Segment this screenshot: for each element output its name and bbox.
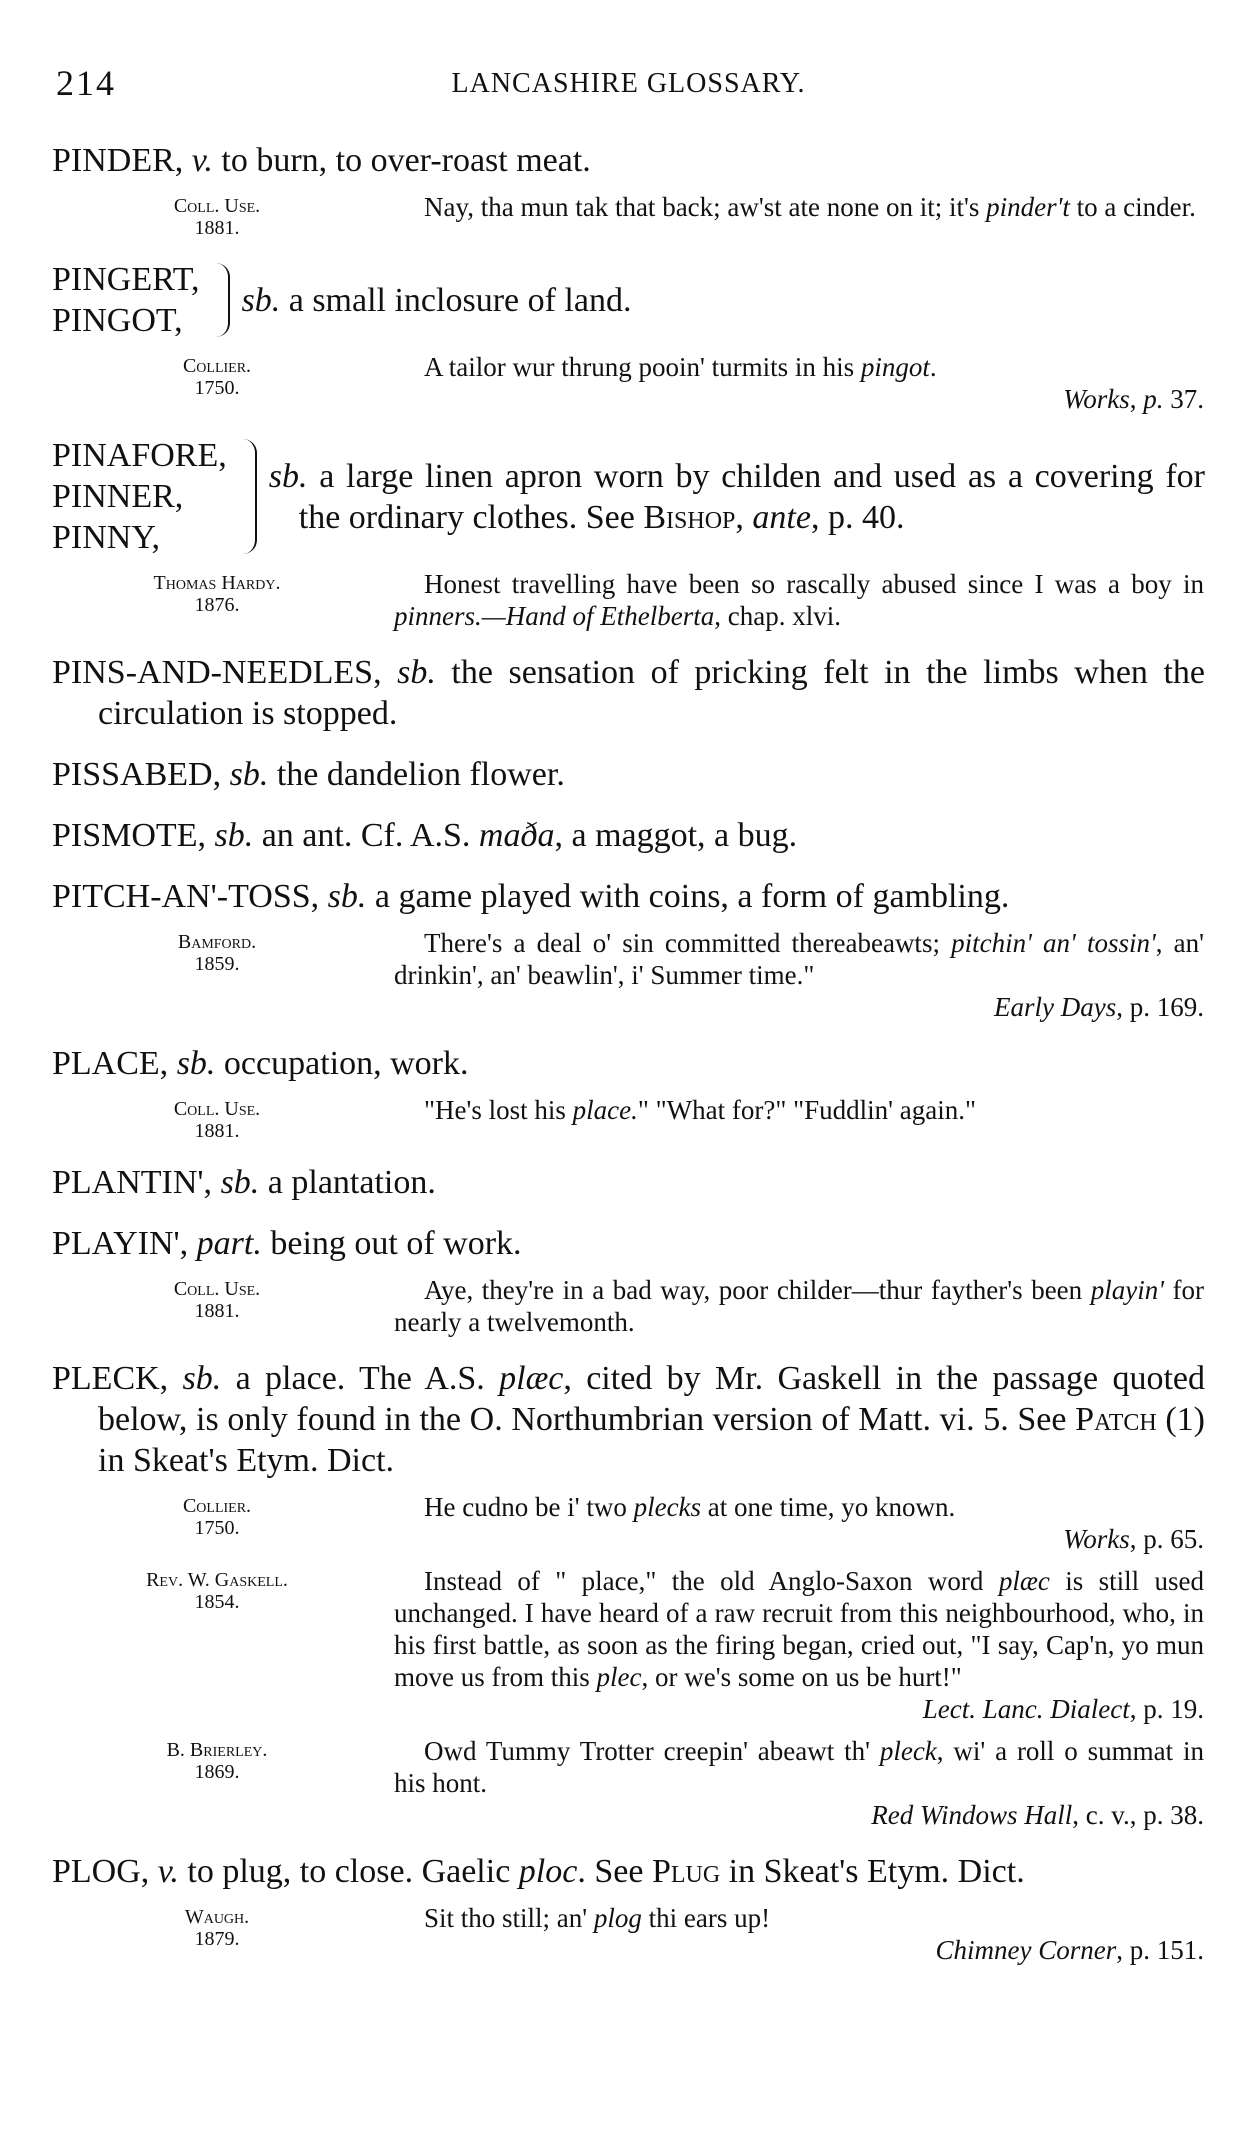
text-run: , p. 151.: [1116, 1935, 1204, 1965]
quote-text: [394, 1491, 1204, 1523]
quote-text: [394, 351, 1204, 383]
entry-heading: [52, 754, 1205, 795]
citation-author: [52, 1565, 352, 1725]
text-run: , p. 169.: [1116, 992, 1204, 1022]
citation-year: 1876.: [194, 594, 240, 616]
text-run: ,: [1129, 384, 1144, 414]
text-run: , wi' a roll o summat in his hont.: [394, 1736, 1204, 1798]
citation-source: [394, 1799, 1204, 1831]
definition: [242, 280, 1206, 321]
italic-text: v.: [191, 142, 213, 179]
italic-text: sb.: [229, 756, 269, 793]
italic-text: playin': [1090, 1275, 1164, 1305]
headword: PINNER,: [52, 478, 184, 515]
text-run: Owd Tummy Trotter creepin' abeawt th': [424, 1736, 880, 1766]
page-number: 214: [56, 63, 116, 103]
glossary-entry: [52, 1358, 1205, 1831]
citation-source: [394, 1693, 1204, 1725]
italic-text: sb.: [268, 457, 308, 495]
citation: [52, 927, 1205, 1023]
citation: [52, 1902, 1205, 1966]
italic-text: Early Days: [994, 992, 1117, 1022]
text-run: , p. 40.: [810, 498, 905, 536]
definition: [328, 878, 1010, 915]
citation-year: 1881.: [194, 1120, 240, 1142]
definition: [192, 142, 591, 179]
page-header: [52, 62, 1205, 102]
text-run: ,: [735, 498, 753, 536]
headword: PINNY,: [52, 519, 161, 556]
text-run: is still used unchanged. I have heard of a raw recruit from this neighbourhood, who, in his first battle, as soon as the firing began, cried out, "I say, Cap'n, yo mun move us from this: [394, 1566, 1204, 1692]
citation-source: [394, 991, 1204, 1023]
citation-year: 1879.: [194, 1928, 240, 1950]
entry-heading: [52, 1162, 1205, 1203]
citation-author: [52, 568, 352, 632]
italic-text: pitchin' an' tossin': [951, 928, 1156, 958]
citation-author: [52, 1491, 352, 1555]
brace-icon: [233, 439, 257, 554]
headword: PLAYIN',: [52, 1225, 189, 1262]
text-run: the sensation of pricking felt in the limbs when the circulation is stopped.: [98, 654, 1206, 732]
italic-text: Chimney Corner: [935, 1935, 1117, 1965]
author-name: Collier.: [182, 355, 252, 377]
italic-text: pinners.—Hand of Ethelberta: [394, 601, 715, 631]
italic-text: plecks: [633, 1492, 702, 1522]
citation-year: 1869.: [194, 1761, 240, 1783]
text-run: Instead of " place," the old Anglo-Saxon word: [424, 1566, 999, 1596]
italic-text: sb.: [397, 654, 436, 691]
italic-text: plæc: [499, 1360, 564, 1397]
text-run: the dandelion flower.: [268, 756, 565, 793]
italic-text: Lect. Lanc. Dialect: [922, 1694, 1130, 1724]
quote-text: [394, 1902, 1204, 1934]
text-run: a game played with coins, a form of gambling.: [366, 878, 1010, 915]
headword: PLECK,: [52, 1360, 169, 1397]
headword: PINGERT,: [52, 261, 200, 298]
text-run: .: [929, 352, 937, 382]
entry-heading: [52, 1851, 1205, 1892]
text-run: , c. v., p. 38.: [1072, 1800, 1204, 1830]
citation-author: [52, 351, 352, 415]
citation: [52, 191, 1205, 239]
italic-text: sb.: [176, 1045, 216, 1082]
citation-author: [52, 191, 352, 239]
text-run: at one time, yo known.: [701, 1492, 956, 1522]
citation-quote: [394, 191, 1204, 239]
definition: [230, 756, 565, 793]
headword: PINAFORE,: [52, 437, 227, 474]
italic-text: p.: [1143, 384, 1164, 414]
glossary-entry: [52, 140, 1205, 239]
text-run: (1) in Skeat's Etym. Dict.: [98, 1401, 1205, 1479]
small-caps-text: Bishop: [643, 498, 736, 536]
italic-text: pinder't: [986, 192, 1070, 222]
citation: [52, 568, 1205, 632]
text-run: occupation, work.: [215, 1045, 469, 1082]
entry-heading: [52, 876, 1205, 917]
italic-text: plæc: [998, 1566, 1050, 1596]
italic-text: sb.: [182, 1360, 222, 1397]
italic-text: Works: [1063, 1524, 1130, 1554]
text-run: , or we's some on us be hurt!": [641, 1662, 962, 1692]
citation-author: [52, 1274, 352, 1338]
italic-text: pleck: [879, 1736, 937, 1766]
glossary-entry: [52, 1223, 1205, 1338]
text-run: , a maggot, a bug.: [554, 817, 798, 854]
citation-quote: [394, 1565, 1204, 1725]
small-caps-text: Plug: [651, 1853, 721, 1890]
citation-source: [394, 1934, 1204, 1966]
citation: [52, 1094, 1205, 1142]
glossary-entry: [52, 1851, 1205, 1966]
text-run: " "What for?" "Fuddlin' again.": [637, 1095, 977, 1125]
glossary-body: [52, 140, 1205, 1966]
italic-text: ante: [752, 498, 811, 536]
headword: PINGOT,: [52, 302, 183, 339]
italic-text: place.: [572, 1095, 638, 1125]
headword: PLACE,: [52, 1045, 169, 1082]
text-run: an ant. Cf. A.S.: [253, 817, 479, 854]
italic-text: sb.: [327, 878, 367, 915]
citation-quote: [394, 1094, 1204, 1142]
headword: PITCH-AN'-TOSS,: [52, 878, 320, 915]
glossary-entry: [52, 754, 1205, 795]
italic-text: sb.: [214, 817, 254, 854]
citation-year: 1881.: [194, 217, 240, 239]
text-run: There's a deal o' sin committed thereabeawts;: [424, 928, 952, 958]
entry-heading: [52, 1358, 1205, 1481]
citation-year: 1750.: [194, 1517, 240, 1539]
text-run: a place. The A.S.: [221, 1360, 500, 1397]
citation-quote: [394, 927, 1204, 1023]
text-run: , cited by Mr. Gaskell in the passage quoted below, is only found in the O. Northumbrian version of Matt. vi. 5. See: [98, 1360, 1206, 1438]
entry-heading: [52, 1223, 1205, 1264]
headword: PLOG,: [52, 1853, 150, 1890]
quote-text: [394, 1094, 1204, 1126]
text-run: a plantation.: [259, 1164, 436, 1201]
text-run: to burn, to over-roast meat.: [212, 142, 591, 179]
citation: [52, 1491, 1205, 1555]
quote-text: [394, 1565, 1204, 1693]
headword: PLANTIN',: [52, 1164, 213, 1201]
quote-text: [394, 927, 1204, 991]
italic-text: Works: [1063, 384, 1130, 414]
citation-quote: [394, 1735, 1204, 1831]
italic-text: sb.: [220, 1164, 260, 1201]
definition: [197, 1225, 522, 1262]
text-run: thi ears up!: [641, 1903, 771, 1933]
glossary-entry: [52, 652, 1205, 734]
brace-icon: [206, 263, 230, 337]
text-run: to plug, to close. Gaelic: [178, 1853, 519, 1890]
entry-heading: [52, 259, 1205, 341]
author-name: Rev. W. Gaskell.: [146, 1569, 288, 1591]
text-run: , p. 65.: [1129, 1524, 1204, 1554]
text-run: being out of work.: [261, 1225, 522, 1262]
author-name: Waugh.: [184, 1906, 250, 1928]
text-run: a large linen apron worn by childen and used as a covering for the ordinary clothes. See: [298, 457, 1205, 536]
text-run: Aye, they're in a bad way, poor childer—thur fayther's been: [424, 1275, 1091, 1305]
glossary-entry: [52, 1043, 1205, 1142]
citation-year: 1881.: [194, 1300, 240, 1322]
definition: [98, 1360, 1205, 1479]
small-caps-text: Patch: [1075, 1401, 1157, 1438]
citation-quote: [394, 1491, 1204, 1555]
citation: [52, 351, 1205, 415]
author-name: Thomas Hardy.: [153, 572, 281, 594]
author-name: B. Brierley.: [166, 1739, 268, 1761]
italic-text: sb.: [241, 281, 281, 319]
glossary-entry: [52, 1162, 1205, 1203]
headword: PINDER,: [52, 142, 184, 179]
text-run: , an' drinkin', an' beawlin', i' Summer time.": [394, 928, 1204, 990]
text-run: Nay, tha mun tak that back; aw'st ate none on it; it's: [424, 192, 987, 222]
italic-text: ploc: [518, 1853, 578, 1890]
italic-text: maða: [478, 817, 555, 854]
headword-group: [52, 259, 200, 341]
quote-text: [394, 191, 1204, 223]
text-run: Honest travelling have been so rascally abused since I was a boy in: [424, 569, 1204, 599]
definition: [158, 1853, 1025, 1890]
citation-author: [52, 1735, 352, 1831]
text-run: "He's lost his: [424, 1095, 573, 1125]
italic-text: Red Windows Hall: [871, 1800, 1073, 1830]
text-run: . See: [577, 1853, 652, 1890]
text-run: , chap. xlvi.: [714, 601, 841, 631]
entry-heading: [52, 1043, 1205, 1084]
text-run: a small inclosure of land.: [280, 281, 632, 319]
quote-text: [394, 568, 1204, 632]
headword: PISMOTE,: [52, 817, 206, 854]
citation-source: [394, 383, 1204, 415]
citation-year: 1854.: [194, 1591, 240, 1613]
citation: [52, 1274, 1205, 1338]
citation-author: [52, 1094, 352, 1142]
author-name: Collier.: [182, 1495, 252, 1517]
citation-year: 1859.: [194, 953, 240, 975]
author-name: Coll. Use.: [173, 1278, 261, 1300]
text-run: to a cinder.: [1069, 192, 1196, 222]
citation: [52, 1735, 1205, 1831]
citation-author: [52, 927, 352, 1023]
headword: PISSABED,: [52, 756, 222, 793]
citation-author: [52, 1902, 352, 1966]
quote-text: [394, 1735, 1204, 1799]
entry-heading: [52, 652, 1205, 734]
glossary-entry: [52, 259, 1205, 415]
text-run: A tailor wur thrung pooin' turmits in his: [424, 352, 861, 382]
author-name: Coll. Use.: [173, 195, 261, 217]
text-run: , p. 19.: [1129, 1694, 1204, 1724]
headword-group: [52, 435, 227, 558]
text-run: in Skeat's Etym. Dict.: [720, 1853, 1025, 1890]
text-run: He cudno be i' two: [424, 1492, 634, 1522]
italic-text: v.: [157, 1853, 179, 1890]
citation-quote: [394, 1902, 1204, 1966]
entry-heading: [52, 140, 1205, 181]
definition: [269, 456, 1205, 538]
italic-text: part.: [196, 1225, 262, 1262]
entry-heading: [52, 815, 1205, 856]
text-run: for nearly a twelvemonth.: [394, 1275, 1205, 1337]
citation: [52, 1565, 1205, 1725]
glossary-entry: [52, 815, 1205, 856]
citation-quote: [394, 1274, 1204, 1338]
definition: [221, 1164, 436, 1201]
quote-text: [394, 1274, 1204, 1338]
text-run: Sit tho still; an': [424, 1903, 594, 1933]
italic-text: pingot: [860, 352, 930, 382]
definition: [214, 817, 797, 854]
citation-year: 1750.: [194, 377, 240, 399]
author-name: Coll. Use.: [173, 1098, 261, 1120]
citation-quote: [394, 351, 1204, 415]
citation-source: [394, 1523, 1204, 1555]
entry-heading: [52, 435, 1205, 558]
glossary-entry: [52, 435, 1205, 632]
italic-text: plog: [593, 1903, 642, 1933]
glossary-entry: [52, 876, 1205, 1023]
italic-text: plec: [596, 1662, 642, 1692]
definition: [177, 1045, 469, 1082]
running-title: LANCASHIRE GLOSSARY.: [451, 68, 806, 99]
citation-quote: [394, 568, 1204, 632]
author-name: Bamford.: [177, 931, 257, 953]
headword: PINS-AND-NEEDLES,: [52, 654, 382, 691]
text-run: 37.: [1163, 384, 1204, 414]
